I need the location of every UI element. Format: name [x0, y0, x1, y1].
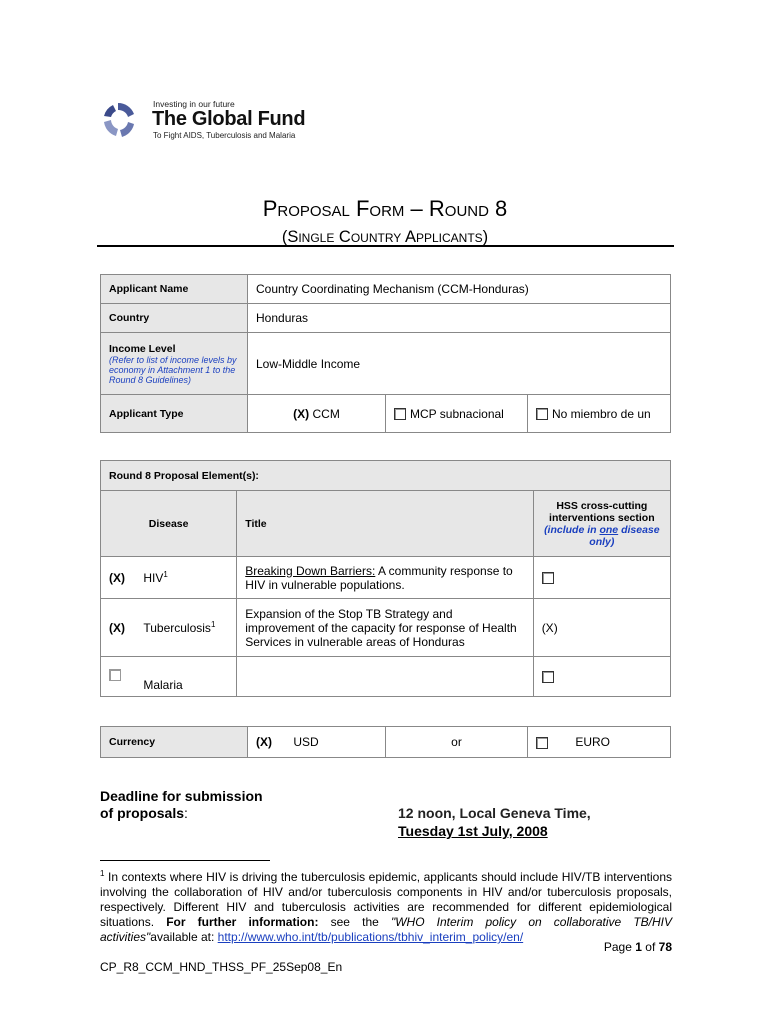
deadline-time: 12 noon, Local Geneva Time, — [398, 805, 591, 821]
who-policy-link[interactable]: http://www.who.int/tb/publications/tbhiv_interim_policy/en/ — [217, 930, 524, 944]
currency-label: Currency — [101, 727, 248, 758]
footnote: $^1$ In contexts where HIV is driving the tuberculosis epidemic, applicants should include HIV/TB interventions involving the collaboration of HIV and/or tuberculosis components in HIV and/or tuberculosis proposals, respectively. Different HIV and tuberculosis activities are recommended for different epidemiological situations. For further information: see the "WHO Interim policy on collaborative TB/HIV activities"available at: http://www.who.int/tb/publications/tbhiv_interim_policy/en/ — [100, 869, 672, 944]
checkbox-icon — [542, 671, 554, 683]
country-label: Country — [101, 304, 248, 333]
col-hss — [533, 491, 670, 557]
malaria-disease: Malaria — [135, 657, 236, 697]
usd-label: USD — [293, 735, 319, 749]
malaria-mark[interactable] — [101, 657, 136, 697]
document-code: CP_R8_CCM_HND_THSS_PF_25Sep08_En — [100, 960, 343, 974]
col-disease: Disease — [101, 491, 237, 557]
table-row — [101, 599, 671, 657]
checkbox-icon — [394, 408, 406, 420]
applicant-type-label: Applicant Type — [101, 395, 248, 433]
applicant-table — [100, 274, 671, 433]
applicant-name-value: Country Coordinating Mechanism (CCM-Honduras) — [248, 275, 671, 304]
income-level-value: Low-Middle Income — [248, 333, 671, 395]
subnational-label: MCP subnacional — [410, 406, 504, 421]
other-label: No miembro de un — [552, 406, 651, 421]
deadline-date: Tuesday 1st July, 2008 — [398, 823, 548, 839]
logo-tagline: Investing in our future — [153, 99, 235, 109]
country-value: Honduras — [248, 304, 671, 333]
tb-mark[interactable]: (X) — [101, 599, 136, 657]
malaria-title — [237, 657, 533, 697]
footnote-bold: For further information: — [166, 915, 319, 929]
logo-name: The Global Fund — [152, 108, 306, 130]
deadline-label-2: of proposals: — [100, 805, 188, 821]
table-row — [101, 657, 671, 697]
proposal-elements-table — [100, 460, 671, 697]
applicant-type-other[interactable] — [528, 395, 671, 433]
checkbox-icon — [536, 737, 548, 749]
applicant-name-label: Applicant Name — [101, 275, 248, 304]
income-level-cell — [101, 333, 248, 395]
tb-title: Expansion of the Stop TB Strategy and improvement of the capacity for response of Health Services in vulnerable areas of Honduras — [237, 599, 533, 657]
currency-table — [100, 726, 671, 758]
income-level-note: (Refer to list of income levels by economy in Attachment 1 to the Round 8 Guidelines) — [109, 354, 237, 385]
applicant-type-subnational[interactable] — [386, 395, 528, 433]
hiv-hss[interactable] — [533, 557, 670, 599]
currency-usd[interactable] — [248, 727, 386, 758]
title-divider — [97, 245, 674, 247]
tb-hss[interactable]: (X) — [533, 599, 670, 657]
usd-mark: (X) — [256, 735, 272, 749]
page-subtitle: (Single Country Applicants) — [281, 228, 489, 246]
col-hss-label: HSS cross-cutting interventions section — [549, 499, 655, 524]
col-title: Title — [237, 491, 533, 557]
hiv-disease: HIV$^1$ — [135, 557, 236, 599]
page-title: Proposal Form – Round 8 — [262, 196, 508, 221]
hiv-title: Breaking Down Barriers: A community response to HIV in vulnerable populations. — [237, 557, 533, 599]
logo-subtitle: To Fight AIDS, Tuberculosis and Malaria — [153, 131, 296, 140]
deadline-label: Deadline for submission — [100, 788, 263, 804]
checkbox-icon — [536, 408, 548, 420]
currency-or: or — [386, 727, 528, 758]
global-fund-emblem-icon — [104, 103, 134, 137]
table-row — [101, 557, 671, 599]
checkbox-icon — [109, 669, 121, 681]
euro-label: EURO — [575, 735, 611, 749]
ccm-mark: (X) — [293, 406, 310, 421]
footnote-number: 1 — [100, 869, 105, 878]
tb-disease: Tuberculosis$^1$ — [135, 599, 236, 657]
col-hss-note: (include in one disease only) — [544, 523, 660, 548]
elements-header: Round 8 Proposal Element(s): — [101, 461, 671, 491]
ccm-label: CCM — [312, 406, 340, 421]
hiv-mark[interactable]: (X) — [101, 557, 136, 599]
footnote-divider — [100, 860, 270, 861]
currency-euro[interactable] — [528, 727, 671, 758]
checkbox-icon — [542, 572, 554, 584]
applicant-type-ccm[interactable] — [248, 395, 386, 433]
income-level-label: Income Level — [109, 342, 176, 355]
page-number: Page 1 of 78 — [603, 940, 672, 954]
malaria-hss[interactable] — [533, 657, 670, 697]
